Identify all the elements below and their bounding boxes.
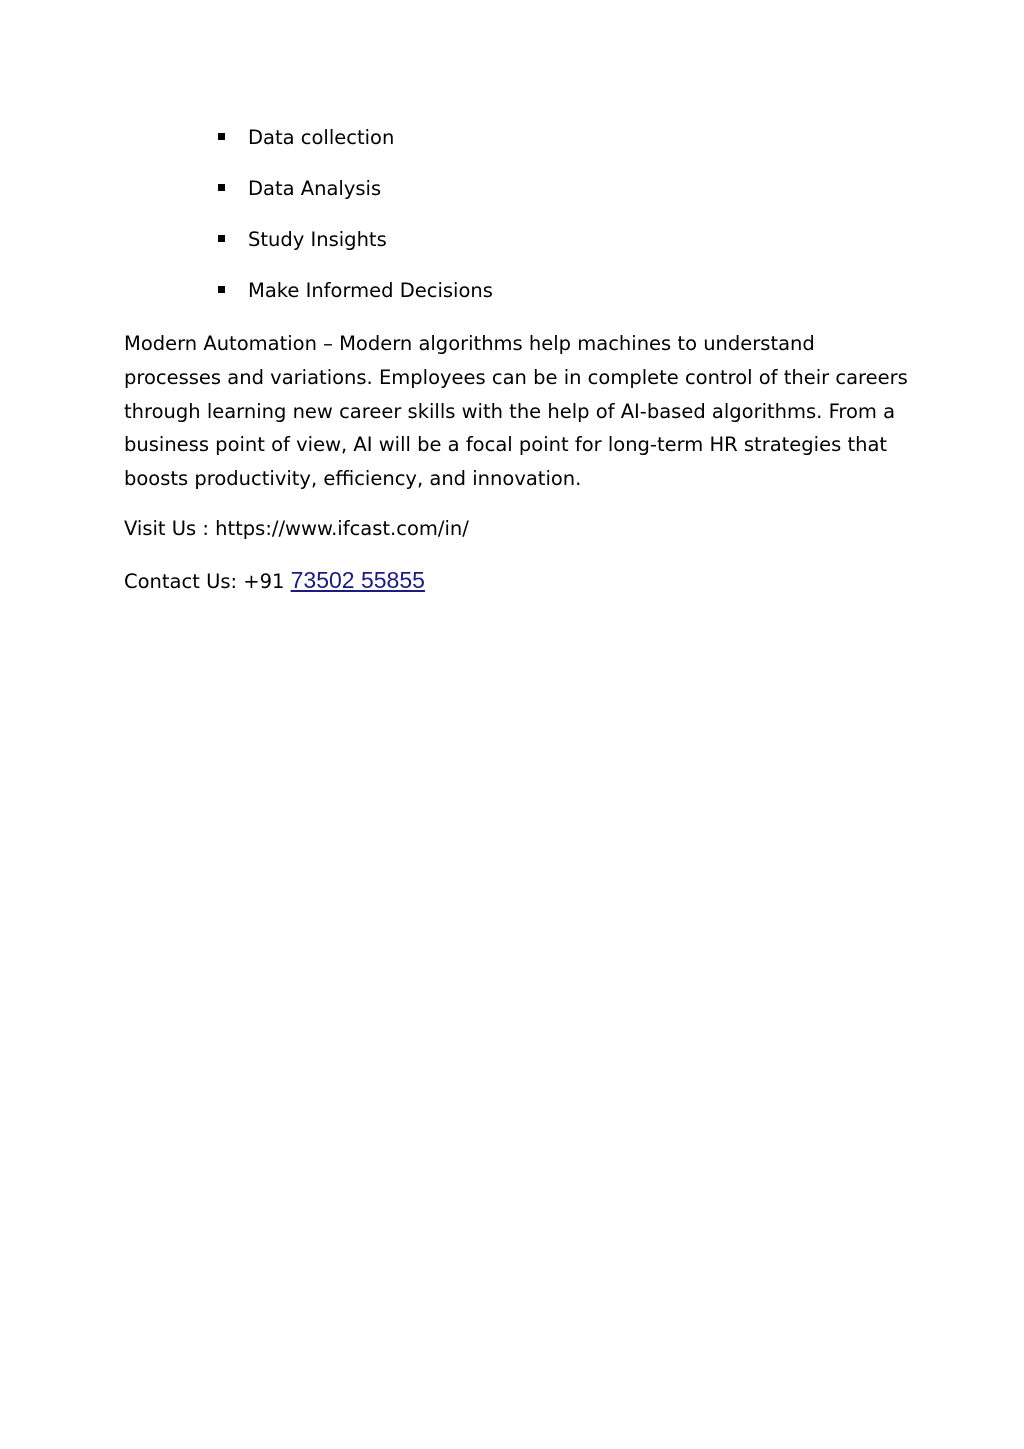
square-bullet-icon xyxy=(218,184,225,191)
body-paragraph: Modern Automation – Modern algorithms help machines to understand processes and variations. Employees can be in complete control of their careers through learning new career skills with the help of AI-based algorithms. From a business point of view, AI will be a focal point for long-term HR strategies that boosts productivity, efficiency, and innovation. xyxy=(124,332,908,491)
bullet-list xyxy=(218,124,493,328)
list-item-label: Data collection xyxy=(248,126,395,149)
visit-us-line: Visit Us : https://www.ifcast.com/in/ xyxy=(124,517,469,540)
list-item-label: Make Informed Decisions xyxy=(248,279,493,302)
list-item xyxy=(218,175,493,226)
list-item xyxy=(218,277,493,328)
square-bullet-icon xyxy=(218,235,225,242)
list-item xyxy=(218,124,493,175)
list-item xyxy=(218,226,493,277)
contact-label: Contact Us: +91 xyxy=(124,570,291,593)
phone-number-link[interactable]: 73502 55855 xyxy=(290,567,425,593)
square-bullet-icon xyxy=(218,286,225,293)
list-item-label: Study Insights xyxy=(248,228,387,251)
square-bullet-icon xyxy=(218,133,225,140)
contact-us-line xyxy=(124,563,425,599)
list-item-label: Data Analysis xyxy=(248,177,382,200)
